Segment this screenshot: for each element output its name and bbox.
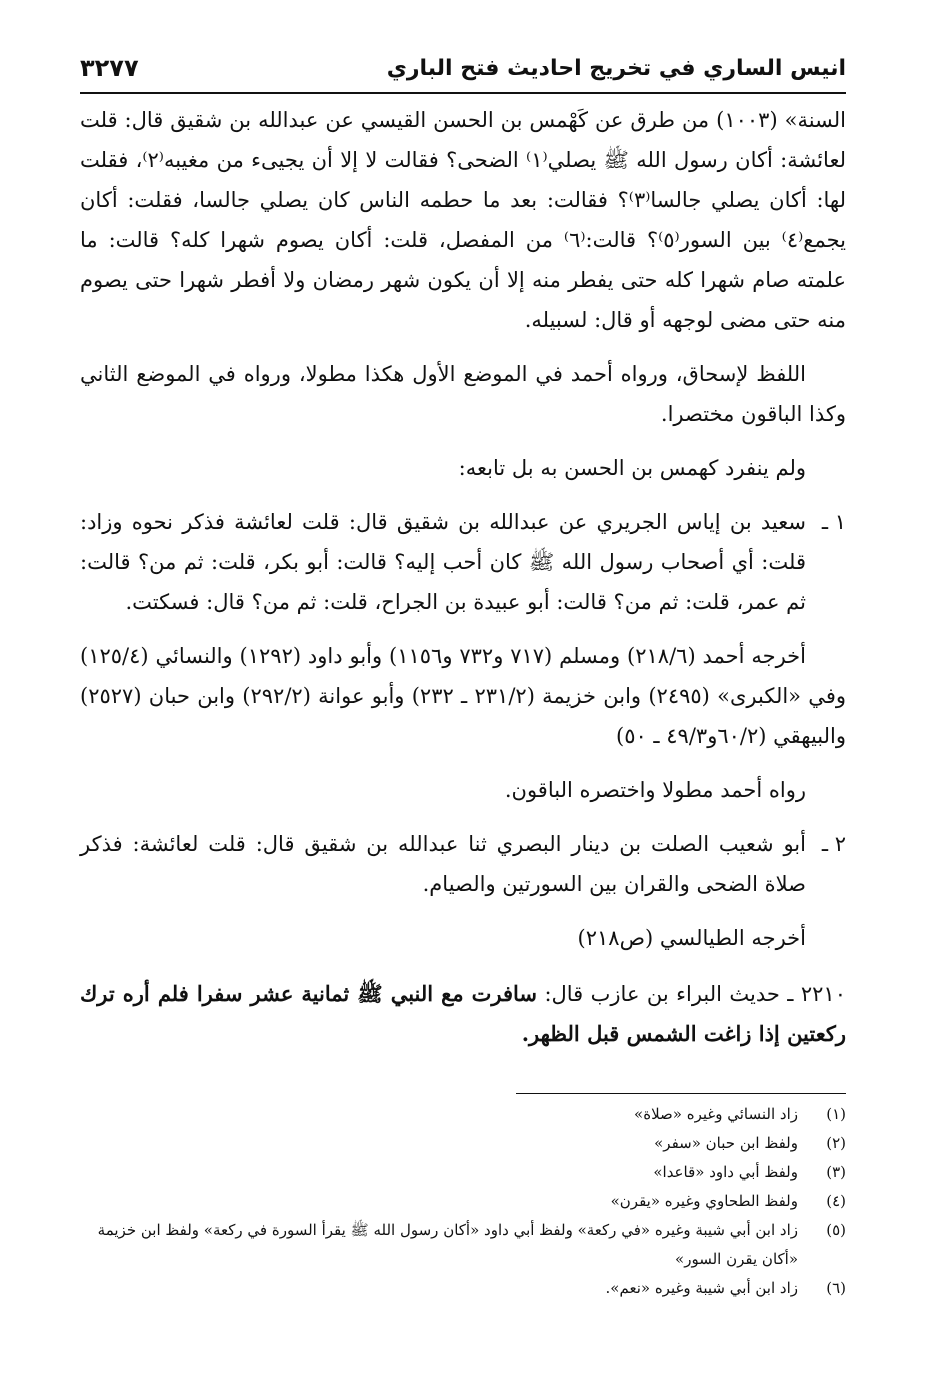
- footnote-text: ولفظ ابن حبان «سفر»: [654, 1134, 798, 1152]
- footnote-2: [80, 1129, 846, 1158]
- footnote-text: زاد النسائي وغيره «صلاة»: [634, 1105, 798, 1123]
- running-header: [80, 52, 846, 94]
- footnote-text: ولفظ أبي داود «قاعدا»: [653, 1163, 798, 1181]
- paragraph-takhrij-2: أخرجه الطيالسي (ص٢١٨): [577, 926, 806, 950]
- footnote-text: زاد ابن أبي شيبة وغيره «في ركعة» ولفظ أبي داود «أكان رسول الله ﷺ يقرأ السورة في ركعة» ولفظ ابن خزيمة «أكان يقرن السور»: [97, 1221, 798, 1268]
- footnote-text: زاد ابن أبي شيبة وغيره «نعم».: [605, 1279, 798, 1297]
- footnote-5: [80, 1216, 846, 1274]
- footnotes: [80, 1100, 846, 1303]
- paragraph-wording-note: اللفظ لإسحاق، ورواه أحمد في الموضع الأول هكذا مطولا، ورواه في الموضع الثاني وكذا الباقون مختصرا.: [80, 362, 846, 426]
- footnote-3: [80, 1158, 846, 1187]
- paragraph-remark: رواه أحمد مطولا واختصره الباقون.: [504, 778, 806, 802]
- hadith-text: سافرت مع النبي ﷺ ثمانية عشر سفرا فلم أره ترك ركعتين إذا زاغت الشمس قبل الظهر.: [80, 981, 846, 1046]
- list-item-text: أبو شعيب الصلت بن دينار البصري ثنا عبدالله بن شقيق قال: قلت لعائشة: فذكر صلاة الضحى والقران بين السورتين والصيام.: [80, 832, 806, 896]
- hadith-number: ٢٢١٠ ـ: [787, 982, 846, 1006]
- footnote-number: (٢): [826, 1134, 846, 1152]
- hadith-intro: حديث البراء بن عازب قال:: [544, 982, 780, 1006]
- footnote-1: [80, 1100, 846, 1129]
- page-number: ٣٢٧٧: [80, 54, 139, 82]
- footnote-4: [80, 1187, 846, 1216]
- footnote-number: (٥): [826, 1221, 846, 1239]
- list-item-text: سعيد بن إياس الجريري عن عبدالله بن شقيق قال: قلت لعائشة فذكر نحوه وزاد: قلت: أي أصحاب رسول الله ﷺ كان أحب إليه؟ قالت: أبو بكر، قلت: ثم من؟ قالت: ثم عمر، قلت: ثم من؟ قالت: أبو عبيدة بن الجراح، قلت: ثم من؟ قال: فسكتت.: [80, 510, 806, 614]
- paragraph-follow-up: ولم ينفرد كهمس بن الحسن به بل تابعه:: [458, 456, 806, 480]
- footnote-number: (٦): [826, 1279, 846, 1297]
- list-item-number: ١ ـ: [821, 510, 846, 534]
- footnote-6: [80, 1274, 846, 1303]
- list-item-number: ٢ ـ: [821, 832, 846, 856]
- paragraph-hadith-text: السنة» (١٠٠٣) من طرق عن كَهْمس بن الحسن القيسي عن عبدالله بن شقيق قال: قلت لعائشة: أكان رسول الله ﷺ يصلي⁽١⁾ الضحى؟ فقالت لا إلا أن يجيىء من مغيبه⁽٢⁾، فقلت لها: أكان يصلي جالسا⁽٣⁾؟ فقالت: بعد ما حطمه الناس كان يصلي جالسا، فقلت: أكان يجمع⁽٤⁾ بين السور⁽٥⁾؟ قالت:⁽٦⁾ من المفصل، قلت: أكان يصوم شهرا كله؟ قالت: ما علمته صام شهرا كله حتى يفطر منه إلا أن يكون شهر رمضان ولا أفطر شهرا حتى يصوم منه حتى مضى لوجهه أو قال: لسبيله.: [80, 108, 847, 332]
- hadith-paragraph: [80, 974, 846, 1054]
- footnote-divider: [516, 1093, 846, 1094]
- hadith-entry: [80, 974, 846, 1054]
- main-text: [80, 100, 846, 1054]
- footnote-number: (٤): [826, 1192, 846, 1210]
- footnote-number: (١): [826, 1105, 846, 1123]
- footnote-number: (٣): [826, 1163, 846, 1181]
- footnote-text: ولفظ الطحاوي وغيره «يقرن»: [610, 1192, 798, 1210]
- book-title: انيس الساري في تخريج احاديث فتح الباري: [386, 56, 846, 81]
- list-item-1: [80, 502, 846, 622]
- paragraph-takhrij: أخرجه أحمد (٢١٨/٦) ومسلم (٧١٧ و٧٣٢ و١١٥٦) وأبو داود (١٢٩٢) والنسائي (١٢٥/٤) وفي «الكبرى» (٢٤٩٥) وابن خزيمة (٢٣١/٢ ـ ٢٣٢) وأبو عوانة (٢٩٢/٢) وابن حبان (٢٥٢٧) والبيهقي (٦٠/٢و٤٩/٣ ـ ٥٠): [80, 644, 846, 748]
- list-item-2: [80, 824, 846, 904]
